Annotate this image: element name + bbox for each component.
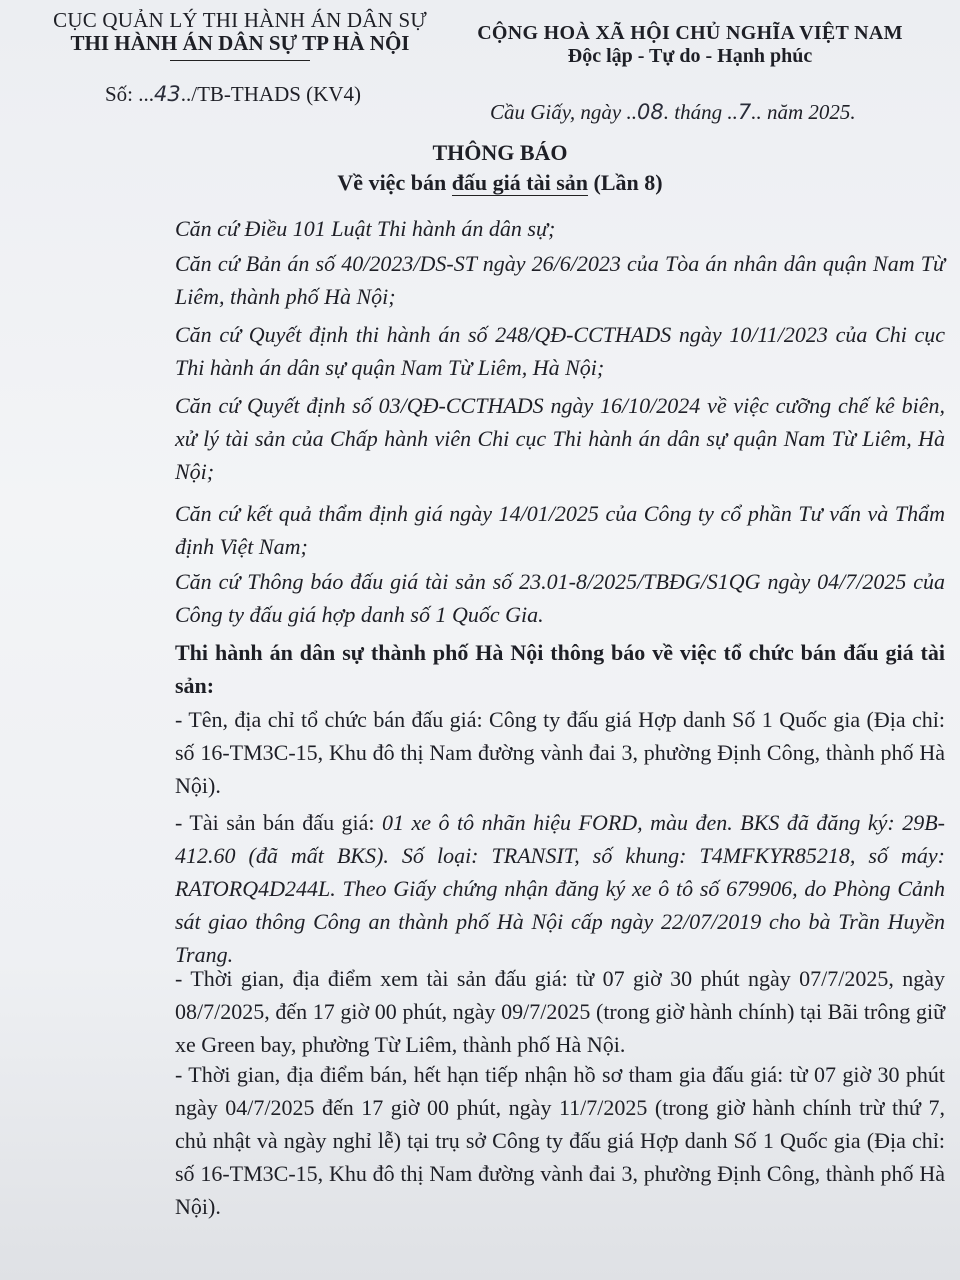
legal-basis-6: Căn cứ Thông báo đấu giá tài sản số 23.01-8/2025/TBĐG/S1QG ngày 04/7/2025 của Công ty đấu giá hợp danh số 1 Quốc Gia. (175, 569, 945, 627)
parent-agency: CỤC QUẢN LÝ THI HÀNH ÁN DÂN SỰ (53, 8, 427, 32)
document-title: THÔNG BÁO (432, 140, 568, 165)
national-name: CỘNG HOÀ XÃ HỘI CHỦ NGHĨA VIỆT NAM (477, 22, 903, 44)
legal-basis-5: Căn cứ kết quả thẩm định giá ngày 14/01/2025 của Công ty cổ phần Tư vấn và Thẩm định Việt Nam; (175, 501, 945, 559)
item-organizer: - Tên, địa chỉ tổ chức bán đấu giá: Công ty đấu giá Hợp danh Số 1 Quốc gia (Địa chỉ: số 16-TM3C-15, Khu đô thị Nam đường vành đai 3, phường Định Công, thành phố Hà Nội). (175, 707, 945, 798)
date-day: 08 (637, 100, 664, 124)
date-month: 7 (737, 100, 752, 124)
legal-basis-4: Căn cứ Quyết định số 03/QĐ-CCTHADS ngày 16/10/2024 về việc cưỡng chế kê biên, xử lý tài sản của Chấp hành viên Chi cục Thi hành án dân sự quận Nam Từ Liêm, Hà Nội; (175, 393, 945, 484)
item-sale: - Thời gian, địa điểm bán, hết hạn tiếp nhận hồ sơ tham gia đấu giá: từ 07 giờ 30 phút ngày 04/7/2025 đến 17 giờ 00 phút, ngày 11/7/2025 (trong giờ hành chính trừ thứ 7, chủ nhật và ngày nghỉ lễ) tại trụ sở Công ty đấu giá Hợp danh Số 1 Quốc gia (Địa chỉ: số 16-TM3C-15, Khu đô thị Nam đường vành đai 3, phường Định Công, thành phố Hà Nội). (175, 1062, 945, 1219)
legal-basis-2: Căn cứ Bản án số 40/2023/DS-ST ngày 26/6/2023 của Tòa án nhân dân quận Nam Từ Liêm, thành phố Hà Nội; (175, 251, 945, 309)
issuing-organization: THI HÀNH ÁN DÂN SỰ TP HÀ NỘI (70, 31, 410, 55)
date-month-label: . tháng .. (663, 100, 738, 124)
subtitle-pre: Về việc bán (337, 170, 452, 195)
subtitle-underlined: đấu giá tài sản (451, 170, 589, 195)
item-asset-label: - Tài sản bán đấu giá: (175, 810, 383, 835)
item-asset (105, 806, 945, 971)
announcement-intro: Thi hành án dân sự thành phố Hà Nội thông báo về việc tổ chức bán đấu giá tài sản: (175, 640, 945, 698)
date-year: .. năm 2025. (751, 100, 856, 124)
number-suffix: ../TB-THADS (KV4) (180, 82, 361, 106)
header-divider (170, 60, 310, 61)
national-heading-block (470, 22, 910, 68)
legal-basis-1: Căn cứ Điều 101 Luật Thi hành án dân sự; (175, 216, 556, 241)
national-motto: Độc lập - Tự do - Hạnh phúc (567, 45, 813, 67)
item-viewing: - Thời gian, địa điểm xem tài sản đấu giá: từ 07 giờ 30 phút ngày 07/7/2025, ngày 08/7/2025, đến 17 giờ 00 phút, ngày 09/7/2025 (trong giờ hành chính) tại Bãi trông giữ xe Green bay, phường Từ Liêm, thành phố Hà Nội. (175, 966, 945, 1057)
issuing-agency-block (50, 8, 430, 61)
subtitle-post: (Lần 8) (588, 170, 663, 195)
item-asset-text: 01 xe ô tô nhãn hiệu FORD, màu đen. BKS đã đăng ký: 29B-412.60 (đã mất BKS). Số loại: TRANSIT, số khung: T4MFKYR85218, số máy: RATORQ4D244L. Theo Giấy chứng nhận đăng ký xe ô tô số 679906, do Phòng Cảnh sát giao thông Công an thành phố Hà Nội cấp ngày 22/07/2019 cho bà Trần Huyền Trang. (175, 810, 945, 967)
place-and-date (490, 100, 856, 125)
document-subtitle (0, 170, 960, 196)
document-number (105, 82, 361, 107)
legal-basis-3: Căn cứ Quyết định thi hành án số 248/QĐ-CCTHADS ngày 10/11/2023 của Chi cục Thi hành án dân sự quận Nam Từ Liêm, Hà Nội; (175, 322, 945, 380)
number-handwritten: 43 (154, 82, 181, 106)
number-prefix: Số: ... (105, 82, 155, 106)
date-place: Cầu Giấy, ngày .. (490, 100, 637, 124)
